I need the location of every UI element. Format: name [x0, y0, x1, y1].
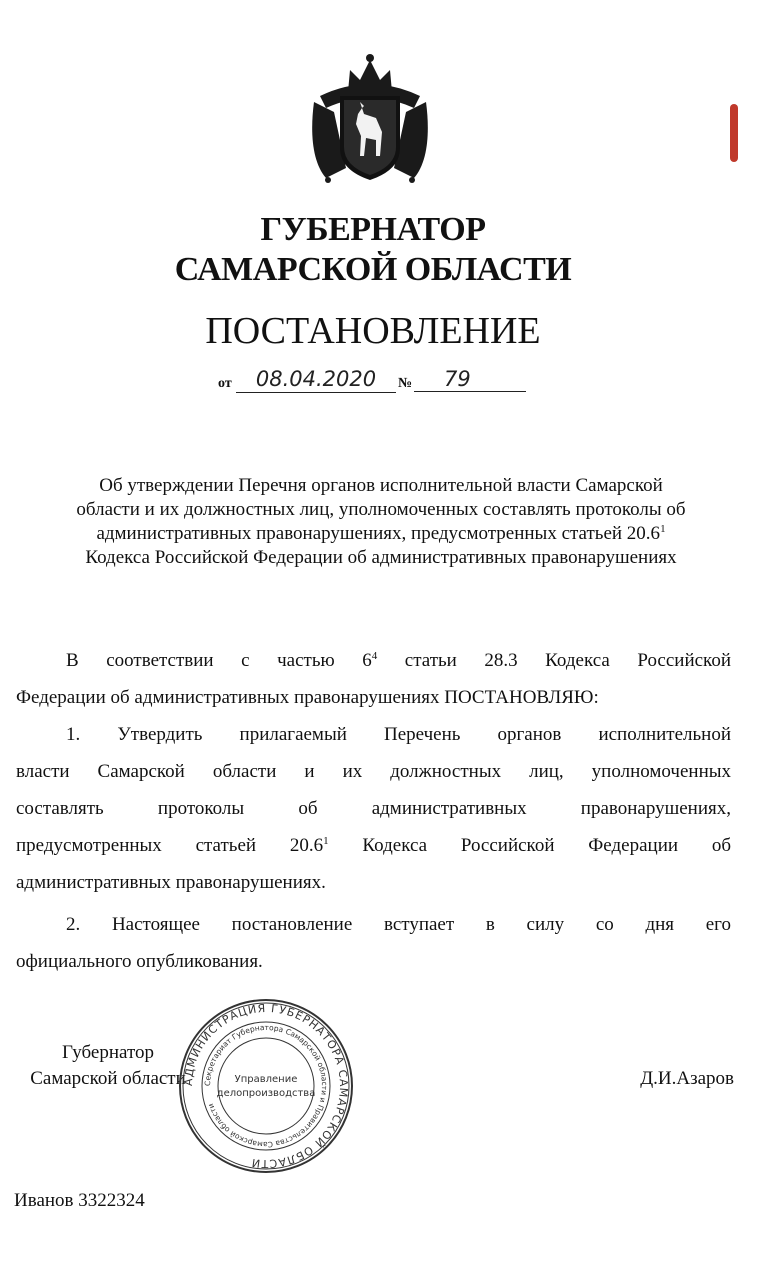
seal-center-line1: Управление: [234, 1074, 298, 1085]
subject-line: области и их должностных лиц, уполномоченных составлять протоколы об: [76, 499, 686, 520]
authority-title-line1: ГУБЕРНАТОР: [260, 211, 486, 248]
svg-text:Секретариат Губернатора Самарс: [203, 1023, 329, 1149]
item-2-line: официального опубликования.: [16, 951, 263, 972]
subject-line: [0, 522, 762, 546]
subject-line-text: административных правонарушениях, предусмотренных статьей 20.6: [96, 523, 661, 544]
preamble-paragraph: [16, 642, 731, 716]
date-prefix: от: [218, 376, 232, 391]
seal-outer-text: АДМИНИСТРАЦИЯ ГУБЕРНАТОРА САМАРСКОЙ ОБЛАСТИ: [181, 1001, 351, 1171]
subject-line: Кодекса Российской Федерации об административных правонарушениях: [85, 547, 677, 568]
preamble-text: статьи 28.3 Кодекса Российской: [377, 650, 731, 671]
signer-title: [18, 1040, 198, 1092]
signer-title-line1: Губернатор: [61, 1042, 155, 1063]
signer-name: Д.И.Азаров: [640, 1068, 734, 1089]
authority-title-line2: САМАРСКОЙ ОБЛАСТИ: [174, 251, 572, 288]
subject-superscript: 1: [660, 523, 666, 535]
item-1-superscript: 1: [323, 835, 329, 847]
preamble-line: Федерации об административных правонарушениях ПОСТАНОВЛЯЮ:: [16, 687, 599, 708]
number-prefix: №: [398, 376, 413, 391]
item-1-text: предусмотренных статьей 20.6: [16, 835, 324, 856]
coat-of-arms-icon: [306, 52, 434, 188]
document-date: 08.04.2020: [236, 366, 396, 393]
preamble-superscript: 4: [371, 650, 378, 662]
item-2-line: 2. Настоящее постановление вступает в силу со дня его: [66, 914, 731, 935]
item-2-paragraph: [16, 906, 731, 980]
item-1-text: Кодекса Российской Федерации об: [328, 835, 731, 856]
seal-center-line2: делопроизводства: [216, 1088, 316, 1099]
item-1-line: 1. Утвердить прилагаемый Перечень органов исполнительной: [66, 724, 731, 745]
document-type: ПОСТАНОВЛЕНИЕ: [205, 310, 541, 352]
document-subject: [0, 474, 762, 570]
executor-info: Иванов 3322324: [14, 1190, 145, 1211]
item-1-paragraph: [16, 716, 731, 901]
signer-title-line2: Самарской области: [30, 1068, 186, 1089]
official-seal-icon: [176, 996, 356, 1176]
item-1-line: составлять протоколы об административных правонарушениях,: [16, 798, 731, 819]
subject-line: Об утверждении Перечня органов исполнительной власти Самарской: [99, 475, 663, 496]
preamble-text: В соответствии с частью 6: [66, 650, 372, 671]
item-1-line: [16, 827, 731, 864]
item-1-line: административных правонарушениях.: [16, 872, 326, 893]
preamble-line: [16, 642, 731, 679]
item-1-line: власти Самарской области и их должностных лиц, уполномоченных: [16, 761, 731, 782]
seal-inner-text: Секретариат Губернатора Самарской области и Правительства Самарской области: [202, 1022, 330, 1150]
scrollbar-thumb[interactable]: [730, 104, 738, 162]
document-number: 79: [414, 366, 526, 392]
